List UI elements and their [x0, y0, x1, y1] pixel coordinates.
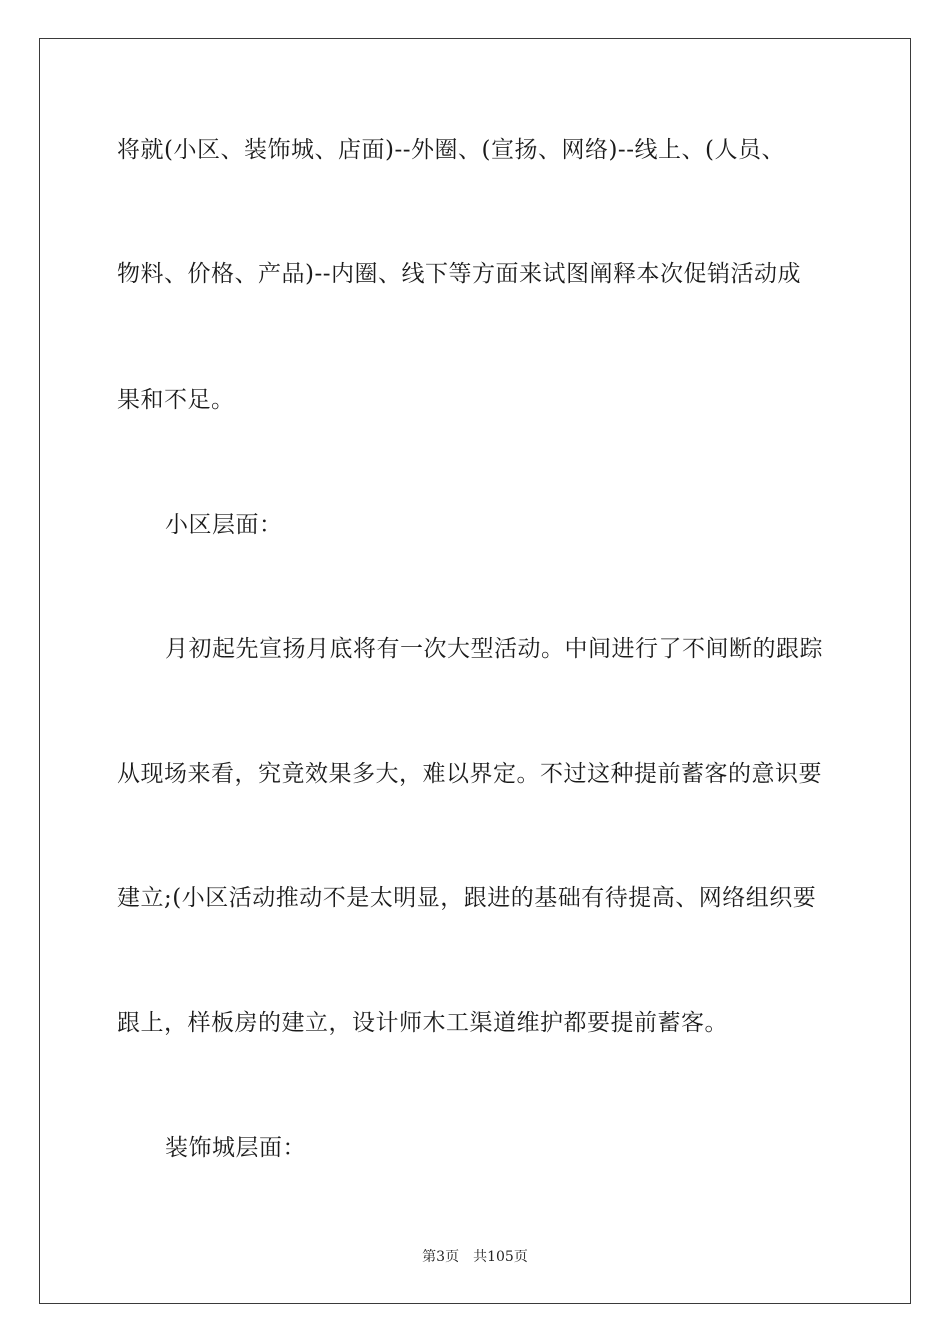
- body-text-line: 果和不足。: [117, 387, 235, 413]
- section-heading-decoration-city: 装饰城层面：: [165, 1135, 306, 1161]
- total-pages: 共105页: [473, 1249, 528, 1265]
- page-frame: [39, 38, 911, 1304]
- body-text-line: 从现场来看，究竟效果多大，难以界定。不过这种提前蓄客的意识要: [117, 761, 822, 787]
- body-text-line: 跟上，样板房的建立，设计师木工渠道维护都要提前蓄客。: [117, 1010, 728, 1036]
- body-text-line: 物料、价格、产品)--内圈、线下等方面来试图阐释本次促销活动成: [117, 261, 802, 287]
- page-number: 第3页: [422, 1249, 460, 1265]
- body-text-line: 建立;(小区活动推动不是太明显，跟进的基础有待提高、网络组织要: [117, 885, 817, 911]
- section-heading-community: 小区层面：: [165, 512, 283, 538]
- page-footer: [0, 1247, 950, 1267]
- body-text-line: 将就(小区、装饰城、店面)--外圈、(宣扬、网络)--线上、(人员、: [117, 137, 785, 163]
- body-text-line: 月初起先宣扬月底将有一次大型活动。中间进行了不间断的跟踪: [165, 636, 823, 662]
